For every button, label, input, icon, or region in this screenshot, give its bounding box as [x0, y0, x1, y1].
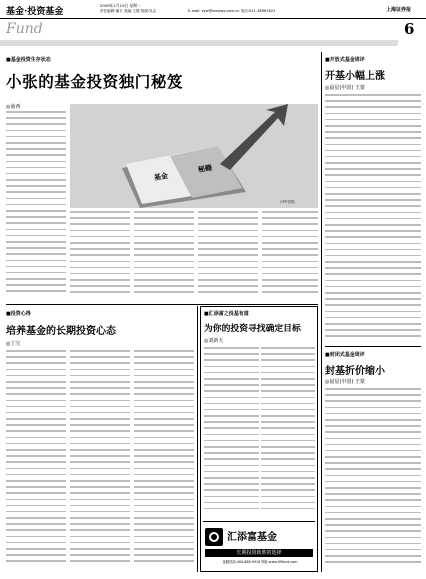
lead-column-3 [134, 211, 194, 301]
masthead-brand: 基金·投资基金 [6, 7, 64, 17]
mid-bottom-byline: ◎刘新天 [204, 338, 224, 344]
right-top-title: 开基小幅上涨 [325, 71, 385, 82]
ad-logo-icon [205, 528, 223, 546]
page-number: 6 [404, 20, 415, 38]
fund-bar [0, 40, 398, 46]
left-bottom-column-1 [6, 350, 66, 572]
lead-bottom-rule [6, 304, 318, 305]
left-bottom-column-3 [134, 350, 194, 572]
left-bottom-kicker: ■投资心得 [6, 311, 31, 317]
ad-block [203, 521, 315, 570]
mid-bottom-kicker: ■汇添富之投基有道 [204, 311, 249, 317]
masthead-email: E-mail: zyw@ssnews.com.cn 电话:021-38967821 [188, 9, 276, 13]
mid-bottom-title: 为你的投资寻找确定目标 [204, 324, 301, 334]
ad-slogan: 长期投资致胜的选择 [205, 549, 313, 557]
fund-wordmark: Fund [6, 21, 43, 37]
masthead [0, 0, 426, 44]
masthead-editor: 责任编辑:蒲丰 美编:王德 组版:吴志 [100, 9, 157, 13]
lead-column-2 [70, 211, 130, 301]
image-label-fund: 基金 [153, 170, 169, 183]
mid-bottom-box [200, 306, 318, 572]
left-bottom-title: 培养基金的长期投资心态 [6, 326, 116, 337]
right-divider [325, 346, 421, 347]
column-divider [321, 52, 322, 572]
masthead-rule [0, 18, 426, 19]
right-top-kicker: ■开放式基金周评 [325, 57, 365, 63]
lead-column-5 [262, 211, 318, 301]
right-top-byline: ◎晨星(中国) 王蒙 [325, 85, 365, 91]
left-bottom-column-2 [70, 350, 130, 572]
lead-byline: ◎商西 [6, 104, 21, 110]
right-bottom-byline: ◎晨星(中国) 王蒙 [325, 379, 365, 385]
ad-logo-text: 汇添富基金 [227, 532, 277, 543]
right-bottom-title: 封基折价缩小 [325, 366, 385, 377]
lead-title: 小张的基金投资独门秘笈 [6, 72, 184, 91]
right-bottom-body [325, 388, 421, 572]
ad-contact: 客服热线:400-888-9918 网址:www.99fund.com [222, 560, 298, 564]
mid-bottom-column-1 [204, 347, 259, 519]
masthead-date: 2009年1月19日 星期一 [100, 3, 141, 8]
image-caption: CFP供图 [280, 200, 295, 204]
masthead-paper: 上海证券报 [386, 7, 412, 13]
left-bottom-byline: ◎丁宝 [6, 341, 21, 347]
lead-illustration [70, 104, 318, 208]
right-bottom-kicker: ■封闭式基金周评 [325, 352, 365, 358]
right-top-body [325, 94, 421, 344]
mid-bottom-column-2 [261, 347, 315, 519]
mid-divider [197, 306, 198, 572]
book-graphic [70, 104, 318, 208]
lead-column-1 [6, 111, 66, 301]
image-label-secret: 秘籍 [197, 162, 213, 175]
lead-column-4 [198, 211, 258, 301]
lead-kicker: ■基金投资生存状态 [6, 57, 51, 63]
